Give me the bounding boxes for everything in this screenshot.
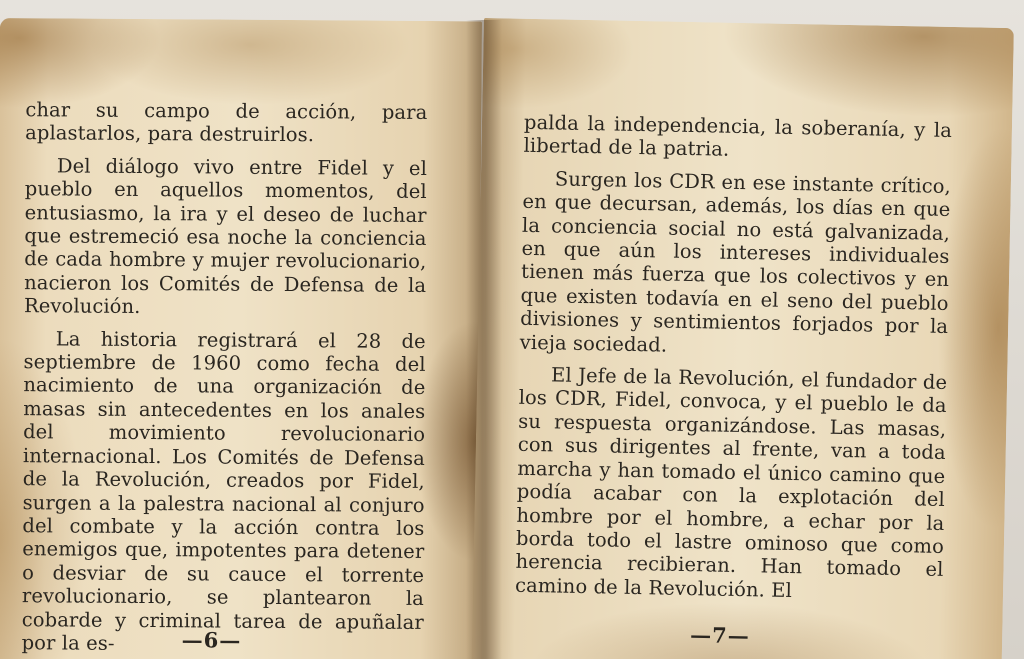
paragraph: Surgen los CDR en ese instante crítico, en que decursan, además, los días en que la conciencia social no está galvanizada, en que aún los intereses individuales tienen más fuerza que los colectivos y en que existen todavía en el seno del pueblo divisiones y sentimientos forjados por la vieja sociedad. (519, 167, 952, 357)
paragraph: La historia registrará el 28 de septiembre de 1960 como fecha del nacimiento de una organización de masas sin antecedentes en los anales del movimiento revolucionario internacional. Los Comités de Defensa de la Revolución, creados por Fidel, surgen a la palestra nacional al conjuro del combate y la acción contra los enemigos que, impotentes para detener o desviar de su cauce el torrente revolucionario, se plantearon la cobarde y criminal tarea de apuñalar por la es- (21, 327, 426, 655)
paragraph: Del diálogo vivo entre Fidel y el pueblo en aquellos momentos, del entusiasmo, la ira y el deseo de luchar que estremeció esa noche la conciencia de cada hombre y mujer revolucionario, nacieron los Comités de Defensa de la Revolución. (23, 154, 428, 319)
paragraph: char su campo de acción, para aplastarlos, para destruirlos. (25, 98, 428, 147)
paragraph: El Jefe de la Revolución, el fundador de los CDR, Fidel, convoca, y el pueblo le da su respuesta organizándose. Las masas, con sus dirigentes al frente, van a toda marcha y han tomado el único camino que podía acabar con la explotación del hombre por el hombre, a echar por la borda todo el lastre ominoso que como herencia recibieran. Han tomado el camino de la Revolución. El (514, 363, 948, 602)
left-page-text (21, 98, 427, 659)
paragraph: palda la independencia, la soberanía, y la libertad de la patria. (523, 110, 953, 162)
page-number: —6— (181, 627, 242, 653)
page-number: —7— (689, 622, 751, 649)
right-page-text (515, 111, 952, 614)
left-page (0, 18, 482, 659)
right-page (471, 18, 1014, 659)
